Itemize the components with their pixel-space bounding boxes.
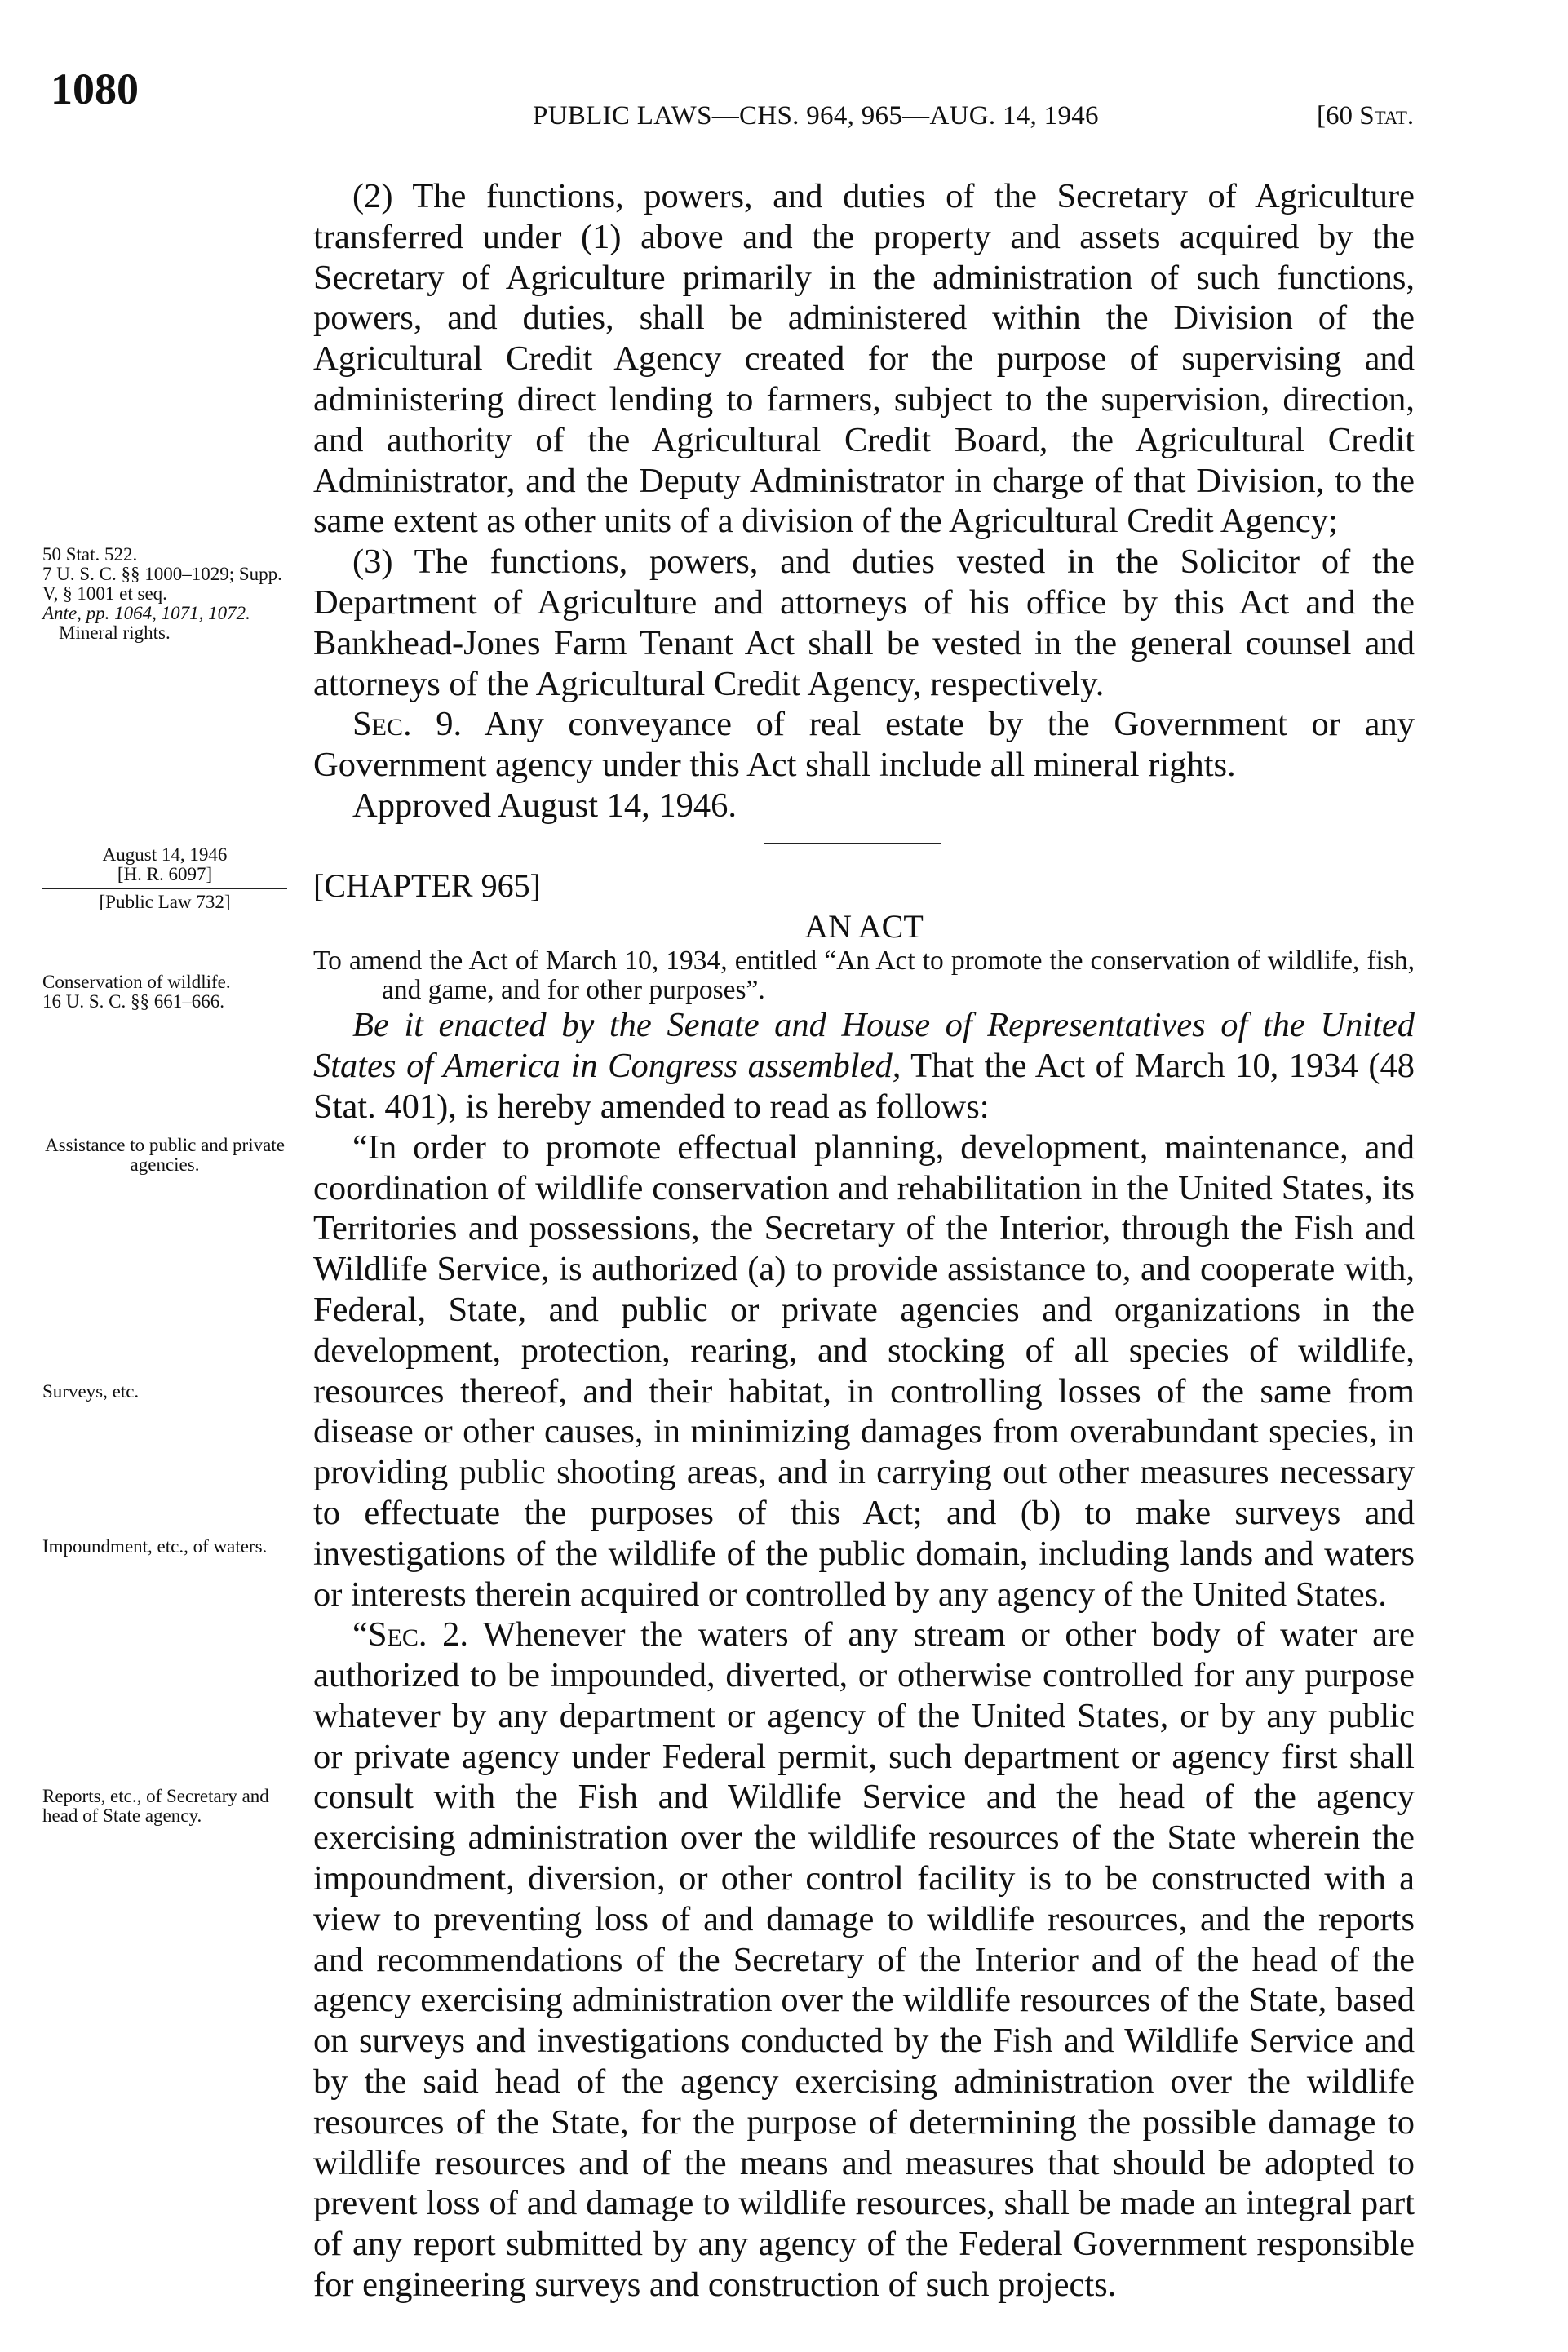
stat-ref-1: 50 Stat. 522. — [42, 544, 138, 565]
margin-note-assistance: Assistance to public and private agencies. — [45, 1135, 285, 1175]
section-2 — [313, 1615, 1415, 2305]
running-head: PUBLIC LAWS—CHS. 964, 965—AUG. 14, 1946 — [533, 101, 1099, 131]
divider-rule — [764, 843, 941, 844]
volume-reference — [1317, 101, 1414, 131]
bill-rule — [42, 888, 287, 889]
act-purpose: To amend the Act of March 10, 1934, entitled “An Act to promote the conservation of wildlife, fish, and game, and for other purposes”. — [313, 946, 1415, 1006]
margin-note-impoundment: Impoundment, etc., of waters. — [42, 1536, 268, 1557]
section-2-text: 2. Whenever the waters of any stream or other body of water are authorized to be impounded, diverted, or otherwise controlled for any purpose whatever by any department or agency of the United States, or by any public or private agency under Federal permit, such department or agency first shall consult with the Fish and Wildlife Service and the head of the agency exercising administration over the wildlife resources of the State wherein the impoundment, diversion, or other control facility is to be constructed with a view to preventing loss of and damage to wildlife resources, and the reports and recommendations of the Secretary of the Interior and of the head of the agency exercising administration over the wildlife resources of the State, based on surveys and investigations conducted by the Fish and Wildlife Service and by the said head of the agency exercising administration over the wildlife resources of the State, for the purpose of determining the possible damage to wildlife resources and of the means and measures that should be adopted to prevent loss of and damage to wildlife resources, shall be made an integral part of any report submitted by any agency of the Federal Government responsible for engineering surveys and construction of such projects. — [313, 1615, 1415, 2305]
enactment-date: August 14, 1946 — [102, 844, 228, 865]
margin-note-conservation — [42, 972, 287, 1012]
bill-number: [H. R. 6097] — [117, 864, 213, 884]
section-1: “In order to promote effectual planning, development, maintenance, and coordination of wildlife conservation and rehabilitation in the United States, its Territories and possessions, the Secretary of the Interior, through the Fish and Wildlife Service, is authorized (a) to provide assistance to, and cooperate with, Federal, State, and public or private agencies and organizations in the development, protection, rearing, and stocking of all species of wildlife, resources thereof, and their habitat, in controlling losses of the same from disease or other causes, in minimizing damages from overabundant species, in providing public shooting areas, and in carrying out other measures necessary to effectuate the purposes of this Act; and (b) to make surveys and investigations of the wildlife of the public domain, including lands and waters or interests therein acquired or controlled by any agency of the United States. — [313, 1127, 1415, 1614]
section-9-text: 9. Any conveyance of real estate by the Government or any Government agency under this Act shall include all mineral rights. — [313, 705, 1415, 785]
margin-note-reports: Reports, etc., of Secretary and head of State agency. — [42, 1786, 269, 1826]
volume-stat: Stat. — [1359, 101, 1415, 131]
main-text-column — [313, 176, 1415, 2305]
conservation-note: Conservation of wildlife. — [42, 972, 231, 992]
act-heading: AN ACT — [804, 907, 924, 945]
usc-ref: 16 U. S. C. §§ 661–666. — [42, 991, 224, 1012]
section-9 — [313, 704, 1415, 786]
approved-line: Approved August 14, 1946. — [352, 786, 737, 825]
paragraph-3: (3) The functions, powers, and duties vested in the Solicitor of the Department of Agriculture and attorneys of his office by this Act and the Bankhead-Jones Farm Tenant Act shall be vested in the general counsel and attorneys of the Agricultural Credit Agency, respectively. — [313, 543, 1415, 703]
enacting-clause — [313, 1005, 1415, 1127]
volume-prefix: [60 — [1317, 101, 1360, 131]
page-number: 1080 — [51, 64, 139, 113]
section-9-label: Sec. — [352, 705, 412, 744]
paragraph-2: (2) The functions, powers, and duties of the Secretary of Agriculture transferred under (1) above and the property and assets acquired by the Secretary of Agriculture primarily in the administration of such functions, powers, and duties, shall be administered within the Division of the Agricultural Credit Agency created for the purpose of supervising and administering direct lending to farmers, subject to the supervision, direction, and authority of the Agricultural Credit Board, the Agricultural Credit Administrator, and the Deputy Administrator in charge of that Division, to the same extent as other units of a division of the Agricultural Credit Agency; — [313, 177, 1415, 541]
margin-note-surveys: Surveys, etc. — [42, 1381, 140, 1402]
section-2-label: “Sec. — [352, 1615, 427, 1654]
chapter-heading: [CHAPTER 965] — [313, 866, 541, 904]
margin-note-bill-info — [42, 845, 287, 912]
mineral-rights-note: Mineral rights. — [59, 622, 171, 643]
enacting-clause-text: That the Act of March 10, 1934 (48 Stat. 401), is hereby amended to read as follows: — [313, 1047, 1415, 1126]
enacting-clause-italic: Be it enacted by the Senate and House of Representatives of the United States of America in Congress assembled, — [313, 1006, 1415, 1086]
margin-note-stat-ref — [42, 545, 287, 643]
ante-ref: Ante, pp. 1064, 1071, 1072. — [42, 603, 250, 623]
public-law-number: [Public Law 732] — [99, 892, 231, 912]
stat-ref-2: 7 U. S. C. §§ 1000–1029; Supp. V, § 1001 et seq. — [42, 564, 282, 604]
